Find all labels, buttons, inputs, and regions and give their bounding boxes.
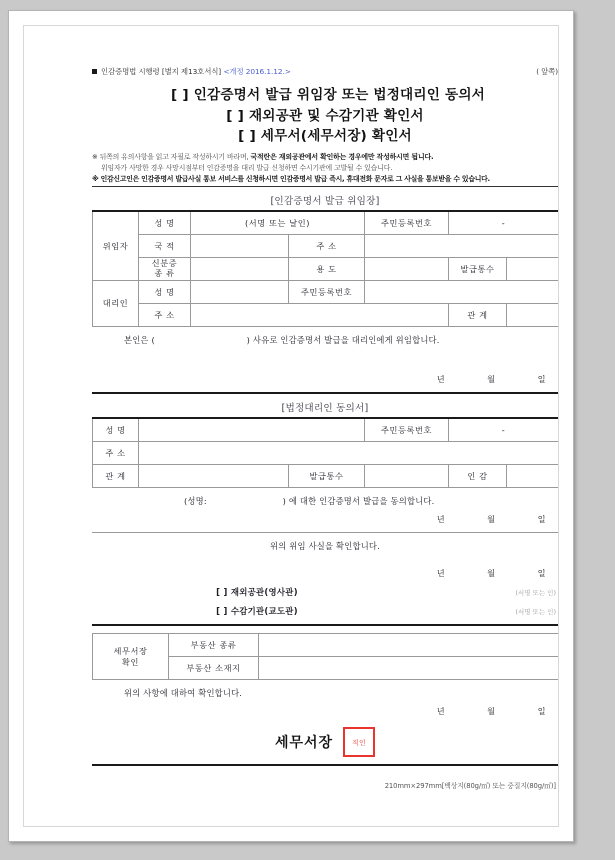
- delegation-table: [92, 210, 559, 327]
- table-row: [93, 634, 559, 657]
- title-option-2: [ ] 재외공관 및 수감기관 확인서: [226, 107, 424, 124]
- delegation-statement-part-b: ) 사유로 인감증명서 발급을 대리인에게 위임합니다.: [246, 335, 440, 346]
- section-1-caption: [인감증명서 발급 위임장]: [270, 196, 380, 208]
- delegator-name-input[interactable]: (서명 또는 날인): [191, 211, 365, 235]
- table-row: [93, 418, 559, 442]
- agent-name-input[interactable]: [191, 281, 289, 304]
- confirm-prison-label: [ ] 수감기관(교도관): [216, 606, 298, 617]
- guardian-relation-input[interactable]: [139, 465, 289, 488]
- confirm-embassy-signature-hint: (서명 또는 인): [515, 588, 556, 597]
- delegator-rrn-input[interactable]: -: [449, 211, 559, 235]
- confirm-row-embassy[interactable]: [92, 586, 558, 598]
- table-row: [93, 465, 559, 488]
- note-1-plain: 뒤쪽의 유의사항을 읽고 자필로 작성하시기 바라며,: [99, 152, 249, 161]
- guardian-copies-input[interactable]: [365, 465, 449, 488]
- purpose-input[interactable]: [365, 258, 449, 281]
- confirm-embassy-label: [ ] 재외공관(영사관): [216, 587, 298, 598]
- label-agent-relation: 관 계: [449, 304, 507, 327]
- guardian-date-day: 일: [537, 514, 546, 525]
- note-1-bold: 국적란은 재외공관에서 확인하는 경우에만 작성하시면 됩니다.: [250, 152, 434, 161]
- label-id-type-line1: 신분증: [151, 258, 178, 269]
- delegator-address-input[interactable]: [365, 235, 559, 258]
- label-delegator-id-type: [139, 258, 191, 281]
- official-seal-box: 직인: [343, 727, 375, 757]
- label-guardian-rrn: 주민등록번호: [365, 418, 449, 442]
- revision-label: <개정 2016.1.12.>: [223, 67, 291, 76]
- label-guardian-name: 성 명: [93, 418, 139, 442]
- document-header: [92, 66, 558, 77]
- legal-guardian-table: [92, 417, 559, 488]
- guardian-statement-part-a: (성명:: [184, 496, 207, 507]
- table-row: [93, 235, 559, 258]
- label-guardian-seal: 인 감: [449, 465, 507, 488]
- delegation-date-day: 일: [537, 374, 546, 385]
- section-2-caption: [법정대리인 동의서]: [281, 403, 369, 415]
- delegator-side-label: 위임자: [93, 211, 139, 281]
- copies-input[interactable]: [507, 258, 559, 281]
- label-delegator-nationality: 국 적: [139, 235, 191, 258]
- header-left: [92, 66, 291, 77]
- delegator-id-type-input[interactable]: [191, 258, 289, 281]
- confirmation-date-year: 년: [436, 568, 446, 579]
- label-delegator-name: 성 명: [139, 211, 191, 235]
- label-agent-address: 주 소: [139, 304, 191, 327]
- table-row: [93, 281, 559, 304]
- square-bullet-icon: [92, 69, 97, 74]
- guardian-date-month: 월: [487, 514, 496, 525]
- form-source-label: 인감증명법 시행령 [별지 제13호서식]: [101, 67, 222, 76]
- table-row: [93, 211, 559, 235]
- title-option-1: [ ] 인감증명서 발급 위임장 또는 법정대리인 동의서: [171, 87, 485, 103]
- tax-office-side-line1: 세무서장: [113, 645, 148, 656]
- paper-spec-footer: 210mm×297mm[백상지(80g/㎡) 또는 중질지(80g/㎡)]: [384, 782, 556, 791]
- label-agent-name: 성 명: [139, 281, 191, 304]
- note-line-3: ※ 인감신고인은 인감증명서 발급사실 통보 서비스를 신청하시면 인감증명서 발급 즉시, 휴대전화 문자로 그 사실을 통보받을 수 있습니다.: [92, 174, 558, 187]
- document-content: [92, 66, 558, 790]
- agent-relation-input[interactable]: [507, 304, 559, 327]
- delegation-date-month: 월: [487, 374, 496, 385]
- confirmation-date-month: 월: [487, 568, 496, 579]
- tax-office-side-label: [93, 634, 169, 680]
- agent-address-input[interactable]: [191, 304, 449, 327]
- confirmation-date-day: 일: [537, 568, 546, 579]
- label-property-location: 부동산 소재지: [169, 657, 259, 680]
- table-row: [93, 442, 559, 465]
- property-type-input[interactable]: [259, 634, 559, 657]
- tax-office-date-day: 일: [537, 706, 546, 717]
- form-titles: [92, 85, 558, 147]
- agent-side-label: 대리인: [93, 281, 139, 327]
- guardian-rrn-input[interactable]: -: [449, 418, 559, 442]
- tax-office-table: [92, 633, 559, 680]
- guardian-date-year: 년: [436, 514, 446, 525]
- delegation-statement: [92, 327, 558, 346]
- document-sheet: [23, 25, 559, 827]
- guardian-statement-part-b: ) 에 대한 인감증명서 발급을 동의합니다.: [282, 496, 435, 507]
- document-page: [8, 10, 574, 842]
- delegation-date-line: [92, 374, 558, 385]
- note-line-2: 위임자가 사망한 경우 사망시점부터 인감증명을 대리 발급 신청하면 수시기관에 고발될 수 있습니다.: [101, 164, 393, 173]
- title-option-3: [ ] 세무서(세무서장) 확인서: [238, 128, 412, 145]
- label-copies: 발급통수: [449, 258, 507, 281]
- guardian-name-input[interactable]: [139, 418, 365, 442]
- delegation-statement-part-a: 본인은 (: [124, 335, 155, 346]
- label-purpose: 용 도: [289, 258, 365, 281]
- confirmation-statement: 위의 위임 사실을 확인합니다.: [270, 541, 380, 552]
- tax-office-statement: 위의 사항에 대하여 확인합니다.: [124, 688, 243, 699]
- property-location-input[interactable]: [259, 657, 559, 680]
- label-guardian-address: 주 소: [93, 442, 139, 465]
- guardian-seal-input[interactable]: [507, 465, 559, 488]
- label-guardian-relation: 관 계: [93, 465, 139, 488]
- note-line-1: [92, 152, 558, 163]
- label-property-type: 부동산 종류: [169, 634, 259, 657]
- confirmation-date-line: [92, 568, 558, 579]
- agent-rrn-input[interactable]: [365, 281, 559, 304]
- page-side-label: ( 앞쪽): [536, 67, 558, 76]
- guardian-statement: [92, 488, 558, 507]
- tax-office-signature-name: 세무서장: [274, 735, 334, 752]
- divider-after-delegation: [92, 392, 558, 394]
- guardian-date-line: [92, 514, 558, 525]
- label-delegator-rrn: 주민등록번호: [365, 211, 449, 235]
- table-row: [93, 258, 559, 281]
- note-mark: ※: [92, 152, 98, 161]
- label-agent-rrn: 주민등록번호: [289, 281, 365, 304]
- label-delegator-address: 주 소: [289, 235, 365, 258]
- tax-office-date-year: 년: [436, 706, 446, 717]
- confirm-row-prison[interactable]: [92, 605, 558, 617]
- guardian-address-input[interactable]: [139, 442, 559, 465]
- instruction-notes: [92, 152, 558, 187]
- label-guardian-copies: 발급통수: [289, 465, 365, 488]
- divider-bottom: [92, 764, 558, 766]
- tax-office-date-line: [92, 706, 558, 717]
- tax-office-seal-row: [92, 727, 558, 757]
- confirm-prison-signature-hint: (서명 또는 인): [515, 607, 556, 616]
- delegator-nationality-input[interactable]: [191, 235, 289, 258]
- table-row: [93, 304, 559, 327]
- tax-office-date-month: 월: [487, 706, 496, 717]
- label-id-type-line2: 종 류: [154, 268, 175, 279]
- tax-office-side-line2: 확인: [121, 656, 140, 667]
- delegation-date-year: 년: [436, 374, 446, 385]
